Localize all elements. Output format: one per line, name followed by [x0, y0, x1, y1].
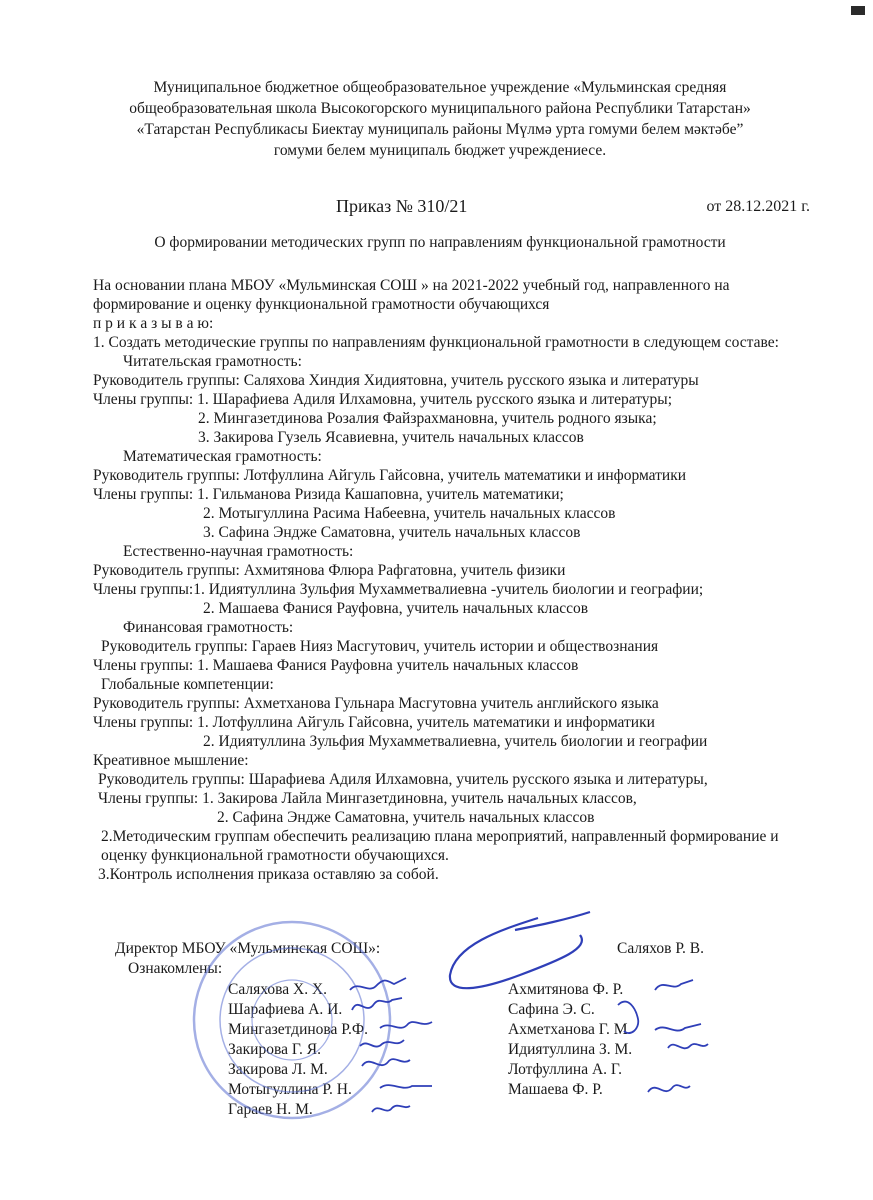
item-1: 1. Создать методические группы по направлениям функциональной грамотности в следующем составе: [93, 334, 779, 351]
header-line: общеобразовательная школа Высокогорского муниципального района Республики Татарстан» [129, 100, 751, 117]
staff-name: Гараев Н. М. [228, 1101, 313, 1118]
group-name: Финансовая грамотность: [123, 619, 294, 636]
school-header [60, 77, 820, 161]
scan-corner-mark [851, 6, 865, 15]
staff-name: Мингазетдинова Р.Ф. [228, 1021, 368, 1038]
group-leader: Руководитель группы: Ахмитянова Флюра Рафгатовна, учитель физики [93, 562, 566, 579]
order-date: от 28.12.2021 г. [706, 198, 810, 215]
order-word: п р и к а з ы в а ю: [93, 315, 214, 332]
staff-name: Саляхова Х. Х. [228, 981, 328, 998]
group-member: 2. Сафина Эндже Саматовна, учитель начальных классов [217, 809, 595, 826]
staff-name: Закирова Г. Я. [228, 1041, 322, 1058]
group-leader: Руководитель группы: Ахметханова Гульнара Масгутовна учитель английского языка [93, 695, 659, 712]
intro-paragraph: На основании плана МБОУ «Мульминская СОШ » на 2021-2022 учебный год, направленного на формирование и оценку функциональной грамотности обучающихся [93, 277, 730, 313]
group-member: Члены группы: 1. Лотфуллина Айгуль Гайсовна, учитель математики и информатики [93, 714, 655, 731]
group-member: Члены группы: 1. Гильманова Ризида Кашаповна, учитель математики; [93, 486, 564, 503]
group-member: 2. Идиятуллина Зульфия Мухамметвалиевна, учитель биологии и географии [203, 733, 708, 750]
director-label: Директор МБОУ «Мульминская СОШ»: [115, 940, 381, 957]
group-name: Математическая грамотность: [123, 448, 322, 465]
group-name: Креативное мышление: [93, 752, 249, 769]
group-member: 3. Закирова Гузель Ясавиевна, учитель начальных классов [198, 429, 584, 446]
order-title: Приказ № 310/21 [336, 196, 468, 216]
group-name: Естественно-научная грамотность: [123, 543, 354, 560]
group-member: Члены группы: 1. Шарафиева Адиля Илхамовна, учитель русского языка и литературы; [93, 391, 673, 408]
group-leader: Руководитель группы: Лотфуллина Айгуль Гайсовна, учитель математики и информатики [93, 467, 687, 484]
header-line: Муниципальное бюджетное общеобразовательное учреждение «Мульминская средняя [153, 79, 727, 96]
signature-block [0, 940, 873, 1140]
group-member: Члены группы:1. Идиятуллина Зульфия Мухамметвалиевна -учитель биологии и географии; [93, 581, 704, 598]
director-name: Саляхов Р. В. [617, 940, 704, 957]
group-member: 2. Мингазетдинова Розалия Файзрахмановна, учитель родного языка; [198, 410, 657, 427]
staff-name: Лотфуллина А. Г. [508, 1061, 623, 1078]
acknowledged-list-right [508, 980, 632, 1100]
item-2: 2.Методическим группам обеспечить реализацию плана мероприятий, направленный формирование и оценку функциональной грамотности обучающихся. [101, 828, 779, 864]
staff-name: Ахмитянова Ф. Р. [508, 981, 624, 998]
staff-name: Мотыгуллина Р. Н. [228, 1081, 352, 1098]
group-member: 2. Машаева Фанися Рауфовна, учитель начальных классов [203, 600, 589, 617]
staff-name: Машаева Ф. Р. [508, 1081, 603, 1098]
staff-name: Шарафиева А. И. [228, 1001, 343, 1018]
acknowledged-label: Ознакомлены: [128, 960, 223, 977]
acknowledged-list-left [228, 980, 368, 1120]
group-leader: Руководитель группы: Шарафиева Адиля Илхамовна, учитель русского языка и литературы, [98, 771, 708, 788]
group-member: Члены группы: 1. Закирова Лайла Мингазетдиновна, учитель начальных классов, [98, 790, 637, 807]
staff-name: Сафина Э. С. [508, 1001, 595, 1018]
header-line: «Татарстан Республикасы Биектау муниципаль районы Мүлмә урта гомуми белем мәктәбе” [136, 121, 744, 138]
group-member: Члены группы: 1. Машаева Фанися Рауфовна учитель начальных классов [93, 657, 579, 674]
order-title-row [60, 196, 810, 220]
staff-name: Идиятуллина З. М. [508, 1041, 633, 1058]
group-name: Читательская грамотность: [123, 353, 302, 370]
group-member: 2. Мотыгуллина Расима Набеевна, учитель начальных классов [203, 505, 616, 522]
group-name: Глобальные компетенции: [101, 676, 274, 693]
group-member: 3. Сафина Эндже Саматовна, учитель начальных классов [203, 524, 581, 541]
order-subject: О формировании методических групп по направлениям функциональной грамотности [154, 234, 726, 251]
header-line: гомуми белем муниципаль бюджет учреждениесе. [273, 142, 607, 159]
order-body [93, 276, 813, 884]
staff-name: Ахметханова Г. М. [508, 1021, 632, 1038]
group-leader: Руководитель группы: Саляхова Хиндия Хидиятовна, учитель русского языка и литературы [93, 372, 699, 389]
group-leader: Руководитель группы: Гараев Нияз Масгутович, учитель истории и обществознания [101, 638, 659, 655]
staff-name: Закирова Л. М. [228, 1061, 328, 1078]
item-3: 3.Контроль исполнения приказа оставляю за собой. [98, 866, 439, 883]
